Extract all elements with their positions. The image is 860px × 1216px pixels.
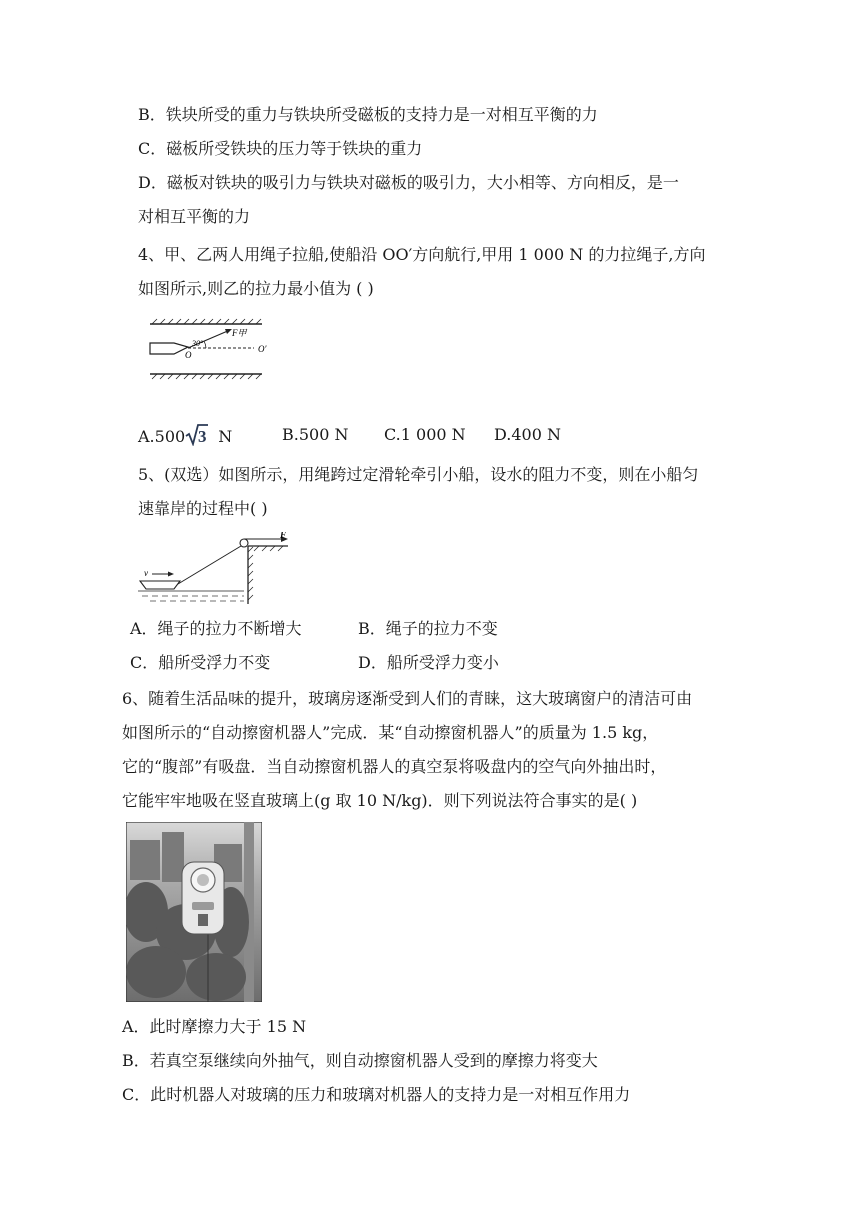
force-label: F甲 xyxy=(232,328,247,338)
q5-stem-line1: 5、(双选）如图所示，用绳跨过定滑轮牵引小船，设水的阻力不变，则在小船匀 xyxy=(138,465,699,484)
robot-handle-center xyxy=(197,874,209,886)
q6-option-a: A．此时摩擦力大于 15 N xyxy=(122,1017,307,1036)
q5-stem-line2: 速靠岸的过程中( ) xyxy=(138,499,268,518)
pull-force-label: F xyxy=(280,532,287,540)
q5-option-a: A．绳子的拉力不断增大 xyxy=(130,619,302,638)
velocity-arrowhead xyxy=(168,572,174,577)
q3-option-d-line2: 对相互平衡的力 xyxy=(138,207,251,226)
q3-option-d-line1: D．磁板对铁块的吸引力与铁块对磁板的吸引力，大小相等、方向相反，是一 xyxy=(138,173,679,192)
sqrt-symbol xyxy=(185,424,209,446)
angle-arc xyxy=(204,341,206,348)
q4-option-a-unit: N xyxy=(218,427,233,446)
force-arrowhead xyxy=(225,329,232,334)
rope-slanted xyxy=(178,546,241,584)
q6-option-c: C．此时机器人对玻璃的压力和玻璃对机器人的支持力是一对相互作用力 xyxy=(122,1085,631,1104)
q4-boat-diagram xyxy=(148,316,272,382)
origin-label: O xyxy=(185,350,192,360)
q5-option-d: D．船所受浮力变小 xyxy=(358,653,499,672)
q6-stem-line2: 如图所示的“自动擦窗机器人”完成．某“自动擦窗机器人”的质量为 1.5 kg， xyxy=(122,723,659,742)
q5-pulley-diagram xyxy=(136,532,294,608)
sqrt-radicand: 3 xyxy=(198,427,207,446)
robot-panel xyxy=(192,902,214,910)
q3-option-c: C．磁板所受铁块的压力等于铁块的重力 xyxy=(138,139,423,158)
top-bank-hatch xyxy=(152,319,261,324)
q4-option-a xyxy=(138,424,232,448)
velocity-label: v xyxy=(144,568,148,578)
boat-shape xyxy=(140,581,180,589)
q4-option-b: B.500 N xyxy=(282,425,349,444)
pulley-wheel xyxy=(240,539,248,547)
q6-stem-line3: 它的“腹部”有吸盘．当自动擦窗机器人的真空泵将吸盘内的空气向外抽出时， xyxy=(122,757,667,776)
q4-option-d: D.400 N xyxy=(494,425,561,444)
robot-button xyxy=(198,914,208,926)
boat-shape xyxy=(150,343,188,354)
wall-hatch xyxy=(248,547,253,600)
q6-stem-line4: 它能牢牢地吸在竖直玻璃上(g 取 10 N/kg)．则下列说法符合事实的是( ) xyxy=(122,791,638,810)
axis-end-label: O′ xyxy=(258,344,267,354)
q4-stem-line1: 4、甲、乙两人用绳子拉船,使船沿 OO′方向航行,甲用 1 000 N 的力拉绳子,方向 xyxy=(138,245,706,264)
q4-stem-line2: 如图所示,则乙的拉力最小值为 ( ) xyxy=(138,279,374,298)
q6-robot-photo xyxy=(126,822,262,1002)
water-ripples xyxy=(142,596,244,601)
angle-label: 30° xyxy=(192,339,204,348)
q3-option-b: B．铁块所受的重力与铁块所受磁板的支持力是一对相互平衡的力 xyxy=(138,105,598,124)
q6-stem-line1: 6、随着生活品味的提升，玻璃房逐渐受到人们的青睐，这大玻璃窗户的清洁可由 xyxy=(122,689,693,708)
q4-option-c: C.1 000 N xyxy=(384,425,466,444)
ledge-hatch xyxy=(254,546,283,551)
q6-option-b: B．若真空泵继续向外抽气，则自动擦窗机器人受到的摩擦力将变大 xyxy=(122,1051,598,1070)
q4-option-a-prefix: A.500 xyxy=(138,427,186,446)
q5-option-c: C．船所受浮力不变 xyxy=(130,653,271,672)
bottom-bank-hatch xyxy=(152,374,261,379)
q5-option-b: B．绳子的拉力不变 xyxy=(358,619,498,638)
